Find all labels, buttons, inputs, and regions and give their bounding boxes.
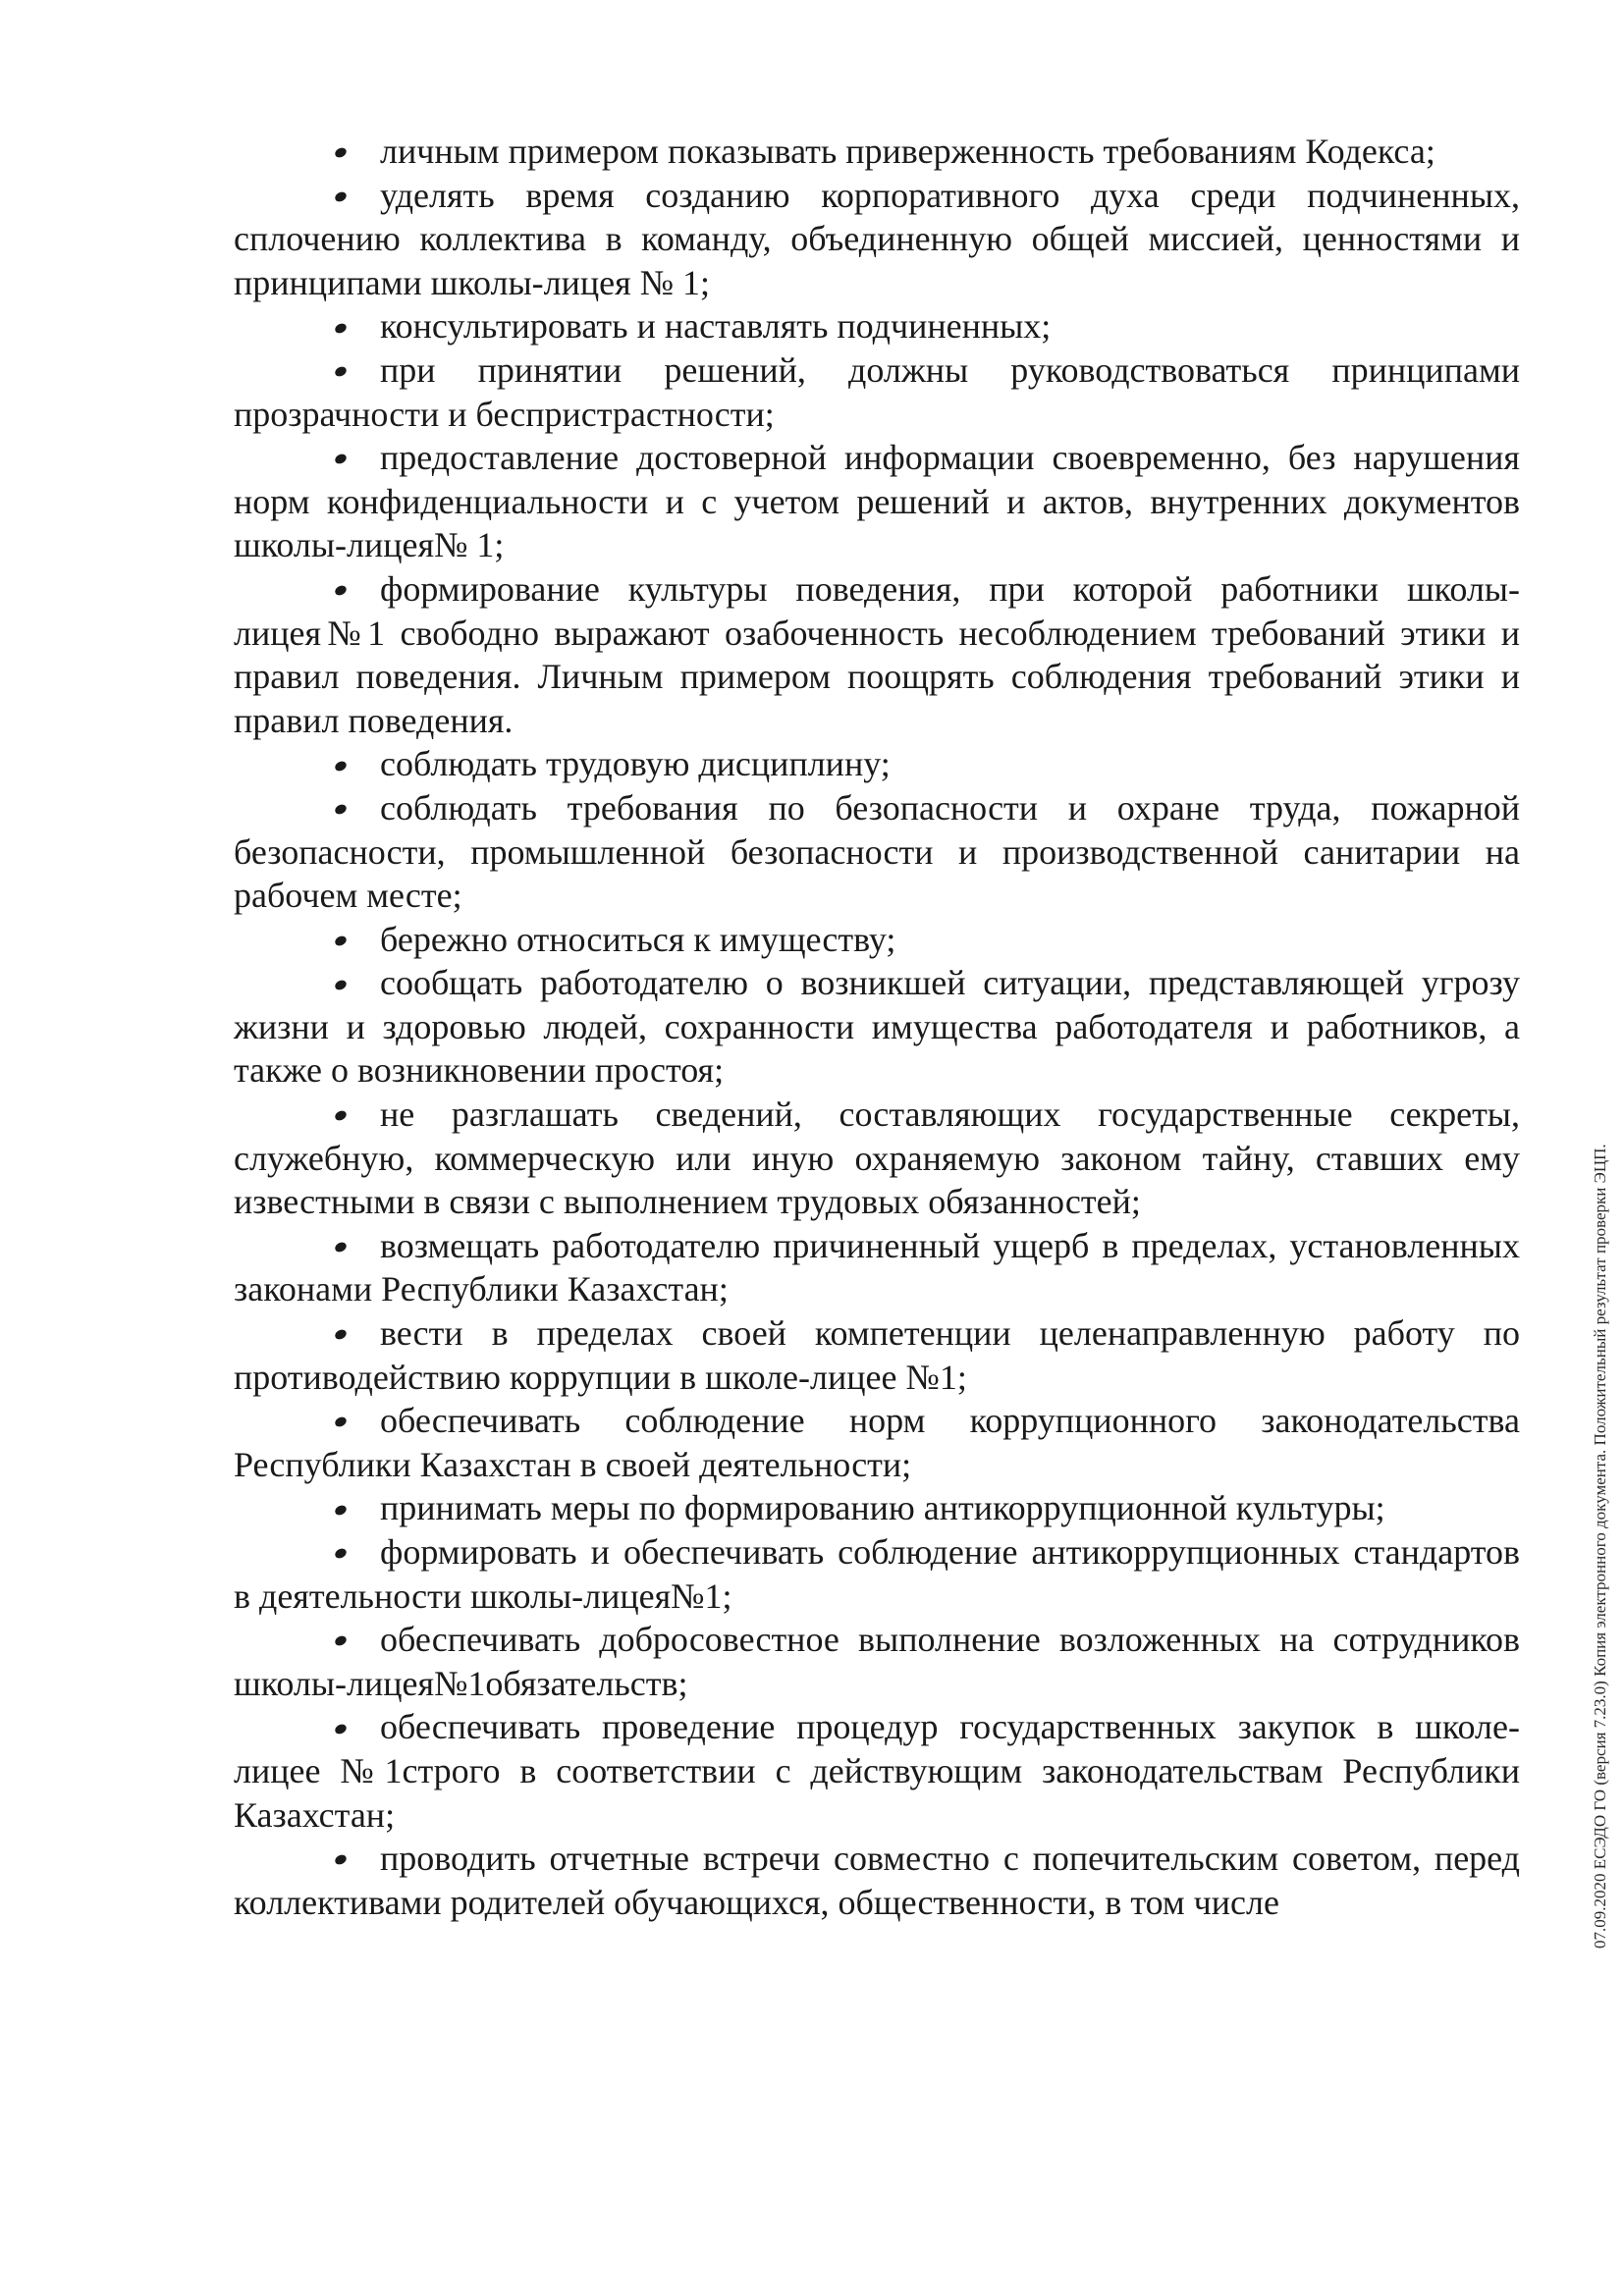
- list-item: [234, 1093, 1520, 1224]
- list-item: [234, 1530, 1520, 1618]
- list-item: [234, 1618, 1520, 1705]
- list-item: [234, 742, 1520, 786]
- bullet-icon: [334, 365, 349, 379]
- list-item-text: бережно относиться к имуществу;: [380, 919, 896, 959]
- list-item: [234, 1224, 1520, 1311]
- bullet-icon: [334, 1634, 349, 1648]
- list-item-text: возмещать работодателю причиненный ущерб в пределах, установленных законами Республики Казахстан;: [234, 1225, 1520, 1309]
- list-item: [234, 348, 1520, 436]
- list-item-text: принимать меры по формированию антикоррупционной культуры;: [380, 1488, 1385, 1528]
- bullet-icon: [334, 934, 349, 948]
- list-item-text: сообщать работодателю о возникшей ситуации, представляющей угрозу жизни и здоровью людей, сохранности имущества работодателя и работников, а также о возникновении простоя;: [234, 963, 1520, 1091]
- list-item: [234, 1837, 1520, 1924]
- list-item: [234, 436, 1520, 567]
- list-item-text: личным примером показывать приверженность требованиям Кодекса;: [380, 132, 1435, 171]
- document-body: [234, 130, 1520, 1924]
- list-item-text: при принятии решений, должны руководствоваться принципами прозрачности и беспристрастности;: [234, 349, 1520, 434]
- list-item: [234, 1399, 1520, 1486]
- list-item: [234, 786, 1520, 918]
- list-item-text: формировать и обеспечивать соблюдение антикоррупционных стандартов в деятельности школы-лицея№1;: [234, 1532, 1520, 1616]
- bullet-icon: [334, 1853, 349, 1867]
- bullet-icon: [334, 803, 349, 817]
- list-item: [234, 918, 1520, 962]
- bullet-icon: [334, 1328, 349, 1342]
- list-item-text: консультировать и наставлять подчиненных;: [380, 306, 1052, 347]
- bullet-icon: [334, 1722, 349, 1735]
- list-item: [234, 1705, 1520, 1837]
- bullet-icon: [334, 453, 349, 466]
- list-item: [234, 174, 1520, 305]
- verification-stamp-text: 07.09.2020 ЕСЭДО ГО (версия 7.23.0) Копия электронного документа. Положительный результат проверки ЭЦП.: [1591, 1144, 1609, 1949]
- list-item-text: обеспечивать проведение процедур государственных закупок в школе-лицее №1строго в соответствии с действующим законодательствам Республики Казахстан;: [234, 1707, 1520, 1835]
- list-item-text: обеспечивать соблюдение норм коррупционного законодательства Республики Казахстан в своей деятельности;: [234, 1401, 1520, 1484]
- bullet-icon: [334, 190, 349, 204]
- list-item: [234, 961, 1520, 1093]
- bullet-icon: [334, 1109, 349, 1123]
- list-item: [234, 1311, 1520, 1399]
- list-item: [234, 304, 1520, 348]
- list-item-text: соблюдать требования по безопасности и охране труда, пожарной безопасности, промышленной безопасности и производственной санитарии на рабочем месте;: [234, 787, 1520, 916]
- bullet-icon: [334, 1415, 349, 1429]
- list-item-text: вести в пределах своей компетенции целенаправленную работу по противодействию коррупции в школе-лицее №1;: [234, 1313, 1520, 1397]
- list-item-text: соблюдать трудовую дисциплину;: [380, 744, 891, 784]
- list-item-text: уделять время созданию корпоративного духа среди подчиненных, сплочению коллектива в команду, объединенную общей миссией, ценностями и принципами школы-лицея № 1;: [234, 175, 1520, 302]
- list-item-text: проводить отчетные встречи совместно с попечительским советом, перед коллективами родителей обучающихся, общественности, в том числе: [234, 1839, 1520, 1922]
- bullet-icon: [334, 1547, 349, 1561]
- bullet-icon: [334, 978, 349, 991]
- bullet-icon: [334, 759, 349, 773]
- list-item-text: предоставление достоверной информации своевременно, без нарушения норм конфиденциальности и с учетом решений и актов, внутренних документов школы-лицея№ 1;: [234, 438, 1520, 565]
- list-item: [234, 130, 1520, 174]
- bullet-icon: [334, 321, 349, 335]
- list-item: [234, 567, 1520, 742]
- list-item-text: формирование культуры поведения, при которой работники школы-лицея№1 свободно выражают озабоченность несоблюдением требований этики и правил поведения. Личным примером поощрять соблюдения требований этики и правил поведения.: [234, 568, 1520, 740]
- list-item-text: обеспечивать добросовестное выполнение возложенных на сотрудников школы-лицея№1обязательств;: [234, 1620, 1520, 1703]
- bullet-icon: [334, 584, 349, 598]
- bullet-icon: [334, 1503, 349, 1517]
- list-item: [234, 1486, 1520, 1530]
- bullet-icon: [334, 146, 349, 160]
- list-item-text: не разглашать сведений, составляющих государственные секреты, служебную, коммерческую или иную охраняемую законом тайну, ставших ему известными в связи с выполнением трудовых обязанностей;: [234, 1095, 1520, 1222]
- bullet-icon: [334, 1241, 349, 1255]
